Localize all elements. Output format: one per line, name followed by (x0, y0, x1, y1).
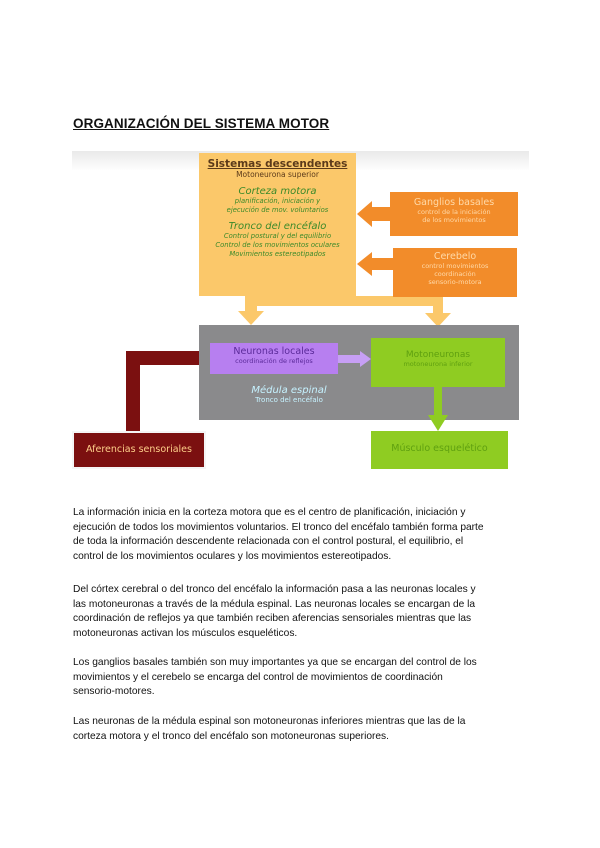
paragraph-line: motoneuronas activan los músculos esqueléticos. (73, 627, 298, 639)
paragraph-line: Del córtex cerebral o del tronco del encéfalo la información pasa a las neuronas locales y (73, 584, 476, 595)
arrow-moto-to-musculo (428, 387, 448, 431)
ganglios-basales-box (390, 192, 518, 236)
corteza-label: Corteza motora (238, 186, 317, 197)
page-title: ORGANIZACIÓN DEL SISTEMA MOTOR (73, 116, 330, 131)
desc-subtitle: Motoneurona superior (236, 170, 319, 179)
tronco-line-2: Control de los movimientos oculares (215, 241, 340, 249)
ganglios-line-1: control de la iniciación (417, 208, 491, 216)
paragraph-line: coordinación de reflejos ya que también reciben aferencias sensoriales mientras que las (73, 613, 472, 624)
paragraph-2 (73, 583, 525, 641)
paragraph-4 (73, 715, 525, 744)
medula-label: Médula espinal (251, 385, 327, 396)
paragraph-3 (73, 656, 525, 700)
cerebelo-box (393, 248, 517, 297)
neuronas-label: Neuronas locales (233, 346, 315, 357)
paragraph-line: movimientos y el cerebelo se encarga del control de movimientos de coordinación (73, 671, 443, 683)
paragraph-line: La información inicia en la corteza motora que es el centro de planificación, iniciación y (73, 507, 466, 518)
medula-line-1: Tronco del encéfalo (255, 396, 323, 404)
paragraph-line: las motoneuronas a través de la médula espinal. Las neuronas locales se encargan de la (73, 598, 476, 610)
motor-system-diagram (72, 151, 529, 484)
paragraph-line: Las neuronas de la médula espinal son motoneuronas inferiores mientras que las de la (73, 716, 466, 727)
paragraph-line: sensorio-motores. (73, 686, 155, 697)
arrow-neuronas-to-moto (338, 351, 372, 367)
tronco-line-3: Movimientos estereotipados (229, 250, 326, 258)
tronco-label: Tronco del encéfalo (228, 221, 327, 232)
musculo-label: Músculo esquelético (391, 443, 488, 454)
neuronas-line-1: coordinación de reflejos (235, 357, 313, 365)
corteza-line-2: ejecución de mov. voluntarios (226, 206, 329, 214)
sistemas-descendentes-box (199, 153, 356, 296)
cerebelo-line-1: control movimientos (421, 262, 489, 270)
aferencias-sensoriales-box (72, 431, 206, 469)
tronco-line-1: Control postural y del equilibrio (223, 232, 332, 240)
medula-label-group (199, 385, 379, 404)
cerebelo-line-2: coordinación (434, 270, 476, 278)
paragraph-line: control de los movimientos oculares y los movimientos estereotipados. (73, 550, 392, 562)
paragraph-1 (73, 506, 525, 564)
ganglios-line-2: de los movimientos (422, 216, 486, 224)
desc-title: Sistemas descendentes (207, 158, 348, 170)
corteza-line-1: planificación, iniciación y (234, 197, 321, 205)
cerebelo-label: Cerebelo (433, 251, 477, 262)
paragraph-line: Los ganglios basales también son muy importantes ya que se encargan del control de los (73, 657, 477, 668)
ganglios-label: Ganglios basales (413, 197, 495, 208)
neuronas-locales-box (210, 343, 338, 374)
arrow-bridge (257, 296, 443, 306)
motoneuronas-box (371, 338, 505, 387)
paragraph-line: ejecución de todos los movimientos voluntarios. El tronco del encéfalo también forma parte (73, 521, 484, 533)
motoneuronas-label: Motoneuronas (405, 350, 471, 360)
aferencias-label: Aferencias sensoriales (86, 444, 192, 455)
musculo-esqueletico-box (371, 431, 508, 469)
paragraph-line: corteza motora y el tronco del encéfalo son motoneuronas superiores. (73, 730, 389, 742)
motoneuronas-line-1: motoneurona inferior (403, 360, 473, 368)
paragraph-line: de toda la información descendente relacionada con el control postural, el equilibrio, el (73, 536, 464, 547)
cerebelo-line-3: sensorio-motora (428, 278, 482, 286)
